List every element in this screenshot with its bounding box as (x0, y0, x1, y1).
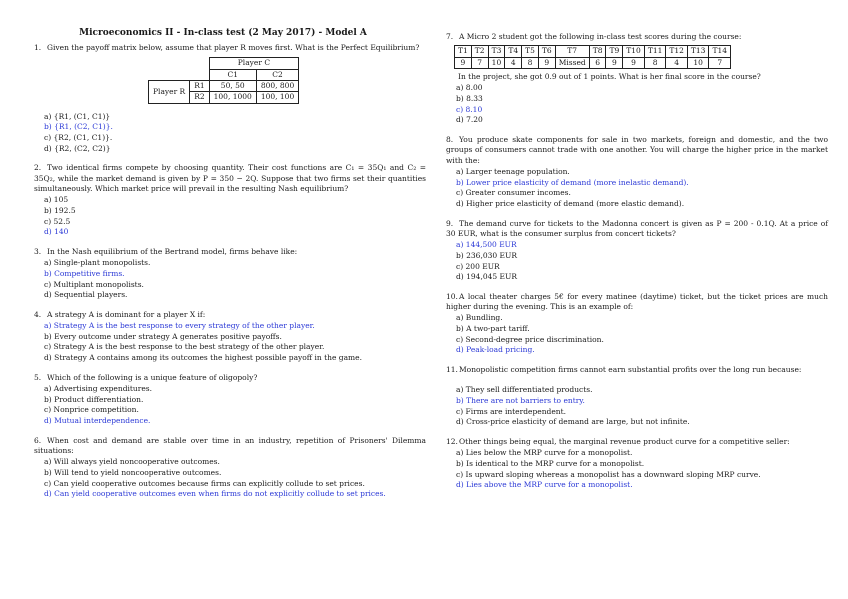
option-text: 105 (53, 195, 69, 205)
option-label: c) (456, 104, 464, 114)
option-text: A two-part tariff. (466, 324, 530, 334)
option-label: b) (456, 458, 464, 468)
option-label: a) (44, 195, 52, 205)
option-text: Every outcome under strategy A generates positive payoffs. (54, 331, 282, 341)
score-header: T5 (522, 46, 539, 57)
option-label: a) (44, 321, 52, 331)
option-label: b) (44, 394, 52, 404)
option-label: c) (44, 478, 52, 488)
option-label: c) (44, 342, 52, 352)
question-9 (446, 219, 828, 283)
score-header: T8 (589, 46, 606, 57)
option-text: 8.33 (466, 94, 483, 104)
option-text: {R2, (C1, C1)}. (53, 133, 113, 142)
question-stem: The demand curve for tickets to the Madonna concert is given as P = 200 - 0.1Q. At a price of 30 EUR, what is the consumer surplus from concert tickets? (446, 218, 828, 238)
option-text: Mutual interdependence. (54, 415, 151, 425)
option-text: Single-plant monopolists. (53, 258, 151, 268)
score-cell: Missed (555, 57, 589, 68)
option-label: a) (44, 384, 52, 394)
option-text: Larger teenage population. (465, 166, 570, 176)
option-label: d) (44, 415, 52, 425)
option-label: d) (456, 480, 464, 490)
option-text: 8.10 (465, 104, 483, 114)
option-b-correct (44, 122, 426, 133)
option-d-correct (44, 227, 426, 238)
question-6 (34, 436, 426, 500)
option-c (44, 280, 426, 291)
question-stem: A Micro 2 student got the following in-class test scores during the course: (459, 32, 742, 41)
score-header: T2 (471, 46, 488, 57)
score-header: T14 (709, 46, 731, 57)
option-text: Advertising expenditures. (53, 384, 152, 394)
question-number: 5. (34, 372, 42, 382)
option-text: Is upward sloping whereas a monopolist has a downward sloping MRP curve. (465, 469, 761, 479)
row-header: R1 (190, 81, 209, 92)
option-text: {R1, (C1, C1)} (53, 111, 111, 121)
option-text: Can yield cooperative outcomes because firms can explicitly collude to set prices. (53, 478, 365, 488)
question-number: 10. (446, 291, 458, 301)
question-2 (34, 163, 426, 238)
option-label: a) (456, 313, 464, 323)
option-b (44, 332, 426, 343)
option-a (456, 385, 828, 396)
option-b-correct (44, 269, 426, 280)
option-label: d) (456, 198, 464, 208)
option-text: 52.5 (53, 216, 71, 226)
option-d-correct (44, 489, 426, 500)
option-label: a) (44, 258, 52, 268)
option-b (44, 468, 426, 479)
option-a (456, 83, 828, 94)
question-stem: When cost and demand are stable over time in an industry, repetition of Prisoners' Dilemma situations: (34, 435, 426, 455)
option-a (44, 457, 426, 468)
option-d (44, 290, 426, 301)
question-number: 6. (34, 435, 42, 445)
option-text: Nonprice competition. (53, 405, 139, 415)
option-text: 144,500 EUR (465, 240, 517, 250)
question-number: 8. (446, 134, 454, 144)
question-stem: Which of the following is a unique feature of oligopoly? (47, 372, 258, 382)
option-b (44, 395, 426, 406)
left-column (34, 26, 426, 509)
question-stem: Other things being equal, the marginal revenue product curve for a competitive seller: (459, 436, 790, 446)
option-b (456, 251, 828, 262)
payoff-matrix (148, 57, 299, 103)
option-b (456, 324, 828, 335)
option-label: b) (456, 94, 464, 104)
payoff-cell: 100, 100 (256, 92, 298, 103)
option-b (44, 206, 426, 217)
score-header: T11 (644, 46, 666, 57)
option-c (456, 262, 828, 273)
option-label: a) (456, 240, 464, 250)
option-d (456, 115, 828, 126)
question-number: 12. (446, 436, 458, 446)
option-a-correct (44, 321, 426, 332)
option-a (44, 195, 426, 206)
option-d-correct (44, 416, 426, 427)
option-text: Product differentiation. (54, 394, 144, 404)
page-title: Microeconomics II - In-class test (2 May 2017) - Model A (79, 28, 367, 38)
question-stem: You produce skate components for sale in two markets, foreign and domestic, and the two groups of consumers cannot trade with one another. You will charge the higher price in the market with the: (446, 134, 828, 165)
score-header: T6 (538, 46, 555, 57)
score-header: T12 (666, 46, 688, 57)
score-cell: 9 (606, 57, 623, 68)
option-text: 200 EUR (465, 261, 500, 271)
score-cell: 10 (488, 57, 505, 68)
option-label: b) (44, 205, 52, 215)
option-text: Lies above the MRP curve for a monopolist. (466, 480, 633, 490)
question-number: 9. (446, 218, 454, 228)
question-stem: Given the payoff matrix below, assume that player R moves first. What is the Perfect Equilibrium? (47, 43, 420, 52)
option-text: Sequential players. (54, 290, 128, 300)
row-header: R2 (190, 92, 209, 103)
option-c (456, 407, 828, 418)
question-number: 4. (34, 309, 42, 319)
question-number: 3. (34, 246, 42, 256)
option-text: Lies below the MRP curve for a monopolist. (465, 448, 633, 458)
option-text: 236,030 EUR (466, 250, 517, 260)
score-header: T7 (555, 46, 589, 57)
option-label: c) (44, 279, 52, 289)
option-text: 194,045 EUR (466, 272, 517, 282)
option-text: Greater consumer incomes. (465, 188, 571, 198)
option-a (44, 384, 426, 395)
option-text: 8.00 (465, 83, 483, 93)
score-cell: 9 (623, 57, 645, 68)
option-label: c) (44, 133, 52, 142)
option-text: Second-degree price discrimination. (465, 334, 604, 344)
option-c (456, 470, 828, 481)
option-a-correct (456, 240, 828, 251)
option-label: d) (456, 417, 464, 427)
option-text: Can yield cooperative outcomes even when firms do not explicitly collude to set prices. (54, 489, 386, 499)
option-b-correct (456, 178, 828, 189)
option-label: b) (44, 268, 52, 278)
score-cell: 7 (471, 57, 488, 68)
score-cell: 9 (455, 57, 472, 68)
col-header: C2 (256, 69, 298, 80)
row-player-label: Player R (149, 81, 190, 104)
question-3 (34, 247, 426, 301)
option-b (456, 459, 828, 470)
payoff-cell: 50, 50 (209, 81, 256, 92)
option-label: b) (44, 122, 52, 132)
score-cell: 6 (589, 57, 606, 68)
option-c (44, 405, 426, 416)
option-label: c) (456, 469, 464, 479)
scores-table (454, 45, 731, 69)
option-label: d) (44, 290, 52, 300)
option-c (44, 217, 426, 228)
option-c (44, 133, 426, 144)
option-text: {R2, (C2, C2)} (54, 143, 111, 153)
score-cell: 8 (522, 57, 539, 68)
question-number: 2. (34, 163, 42, 173)
option-text: {R1, (C2, C1)}. (54, 122, 113, 132)
payoff-cell: 800, 800 (256, 81, 298, 92)
option-text: Peak-load pricing. (466, 345, 535, 355)
question-stem-2: In the project, she got 0.9 out of 1 points. What is her final score in the course? (458, 72, 761, 82)
score-header: T9 (606, 46, 623, 57)
question-number: 1. (34, 43, 42, 52)
option-label: a) (456, 448, 464, 458)
option-label: c) (44, 216, 52, 226)
option-text: Higher price elasticity of demand (more elastic demand). (466, 198, 685, 208)
option-label: d) (44, 227, 52, 237)
option-text: Strategy A contains among its outcomes the highest possible payoff in the game. (54, 353, 362, 363)
question-12 (446, 437, 828, 491)
option-label: a) (456, 83, 464, 93)
option-text: Multiplant monopolists. (53, 279, 144, 289)
score-header: T13 (687, 46, 709, 57)
question-number: 7. (446, 32, 454, 41)
option-text: Is identical to the MRP curve for a monopolist. (466, 458, 645, 468)
option-text: Strategy A is the best response to every strategy of the other player. (53, 321, 315, 331)
option-label: d) (456, 272, 464, 282)
question-stem: In the Nash equilibrium of the Bertrand model, firms behave like: (47, 246, 298, 256)
option-text: There are not barriers to entry. (466, 396, 585, 406)
option-d (44, 144, 426, 155)
question-5 (34, 373, 426, 427)
option-label: b) (44, 331, 52, 341)
col-header: C1 (209, 69, 256, 80)
payoff-cell: 100, 1000 (209, 92, 256, 103)
option-label: b) (456, 324, 464, 334)
option-d (456, 417, 828, 428)
score-cell: 10 (687, 57, 709, 68)
score-cell: 4 (666, 57, 688, 68)
option-label: c) (456, 188, 464, 198)
question-stem: A strategy A is dominant for a player X if: (47, 309, 206, 319)
question-stem: Two identical firms compete by choosing quantity. Their cost functions are C₁ = 35Q₁ and C₂ = 35Q₂, while the market demand is given by P = 350 − 2Q. Suppose that two firms set their quantities simultaneously. Which market price will prevail in the resulting Nash equilibrium? (34, 163, 426, 193)
option-d (456, 272, 828, 283)
score-header: T4 (505, 46, 522, 57)
question-4 (34, 310, 426, 364)
option-label: d) (44, 489, 52, 499)
col-player-label: Player C (209, 58, 299, 69)
option-b-correct (456, 396, 828, 407)
option-label: b) (456, 396, 464, 406)
option-text: Firms are interdependent. (465, 406, 566, 416)
option-a (456, 167, 828, 178)
option-label: c) (44, 405, 52, 415)
option-text: They sell differentiated products. (465, 385, 593, 395)
option-text: Will always yield noncooperative outcomes. (53, 457, 220, 467)
option-a (456, 448, 828, 459)
option-label: d) (456, 345, 464, 355)
score-cell: 7 (709, 57, 731, 68)
option-c (456, 188, 828, 199)
option-label: d) (44, 353, 52, 363)
option-d (44, 353, 426, 364)
option-label: a) (456, 385, 464, 395)
question-number: 11. (446, 365, 458, 375)
score-header: T1 (455, 46, 472, 57)
option-d (456, 199, 828, 210)
option-text: 140 (54, 227, 69, 237)
option-a (456, 313, 828, 324)
option-a (44, 112, 426, 123)
option-label: a) (44, 457, 52, 467)
option-c-correct (456, 105, 828, 116)
option-text: Strategy A is the best response to the best strategy of the other player. (53, 342, 325, 352)
option-label: b) (44, 467, 52, 477)
question-1 (34, 43, 426, 154)
score-header: T3 (488, 46, 505, 57)
option-label: d) (456, 115, 464, 125)
option-label: a) (456, 166, 464, 176)
option-d-correct (456, 480, 828, 491)
option-c (44, 479, 426, 490)
score-cell: 4 (505, 57, 522, 68)
option-text: Bundling. (465, 313, 503, 323)
option-label: b) (456, 250, 464, 260)
option-d-correct (456, 345, 828, 356)
question-8 (446, 135, 828, 210)
question-11 (446, 365, 828, 428)
option-text: Will tend to yield noncooperative outcomes. (54, 467, 222, 477)
option-text: 192.5 (54, 205, 76, 215)
option-b (456, 94, 828, 105)
question-10 (446, 292, 828, 356)
option-label: c) (456, 406, 464, 416)
question-stem: A local theater charges 5€ for every matinee (daytime) ticket, but the ticket prices are much higher during the evening. This is an example of: (446, 291, 828, 312)
option-label: b) (456, 177, 464, 187)
question-stem: Monopolistic competition firms cannot earn substantial profits over the long run because: (459, 365, 802, 375)
option-text: Lower price elasticity of demand (more inelastic demand). (466, 177, 689, 187)
option-c (456, 335, 828, 346)
question-7 (446, 32, 828, 126)
option-text: Cross-price elasticity of demand are large, but not infinite. (466, 417, 690, 427)
score-cell: 9 (538, 57, 555, 68)
score-header: T10 (623, 46, 645, 57)
right-column (446, 26, 828, 500)
option-a (44, 258, 426, 269)
score-cell: 8 (644, 57, 666, 68)
option-label: c) (456, 334, 464, 344)
option-label: a) (44, 111, 52, 121)
option-text: 7.20 (466, 115, 483, 125)
option-label: c) (456, 261, 464, 271)
option-label: d) (44, 143, 52, 153)
option-text: Competitive firms. (54, 268, 125, 278)
option-c (44, 342, 426, 353)
